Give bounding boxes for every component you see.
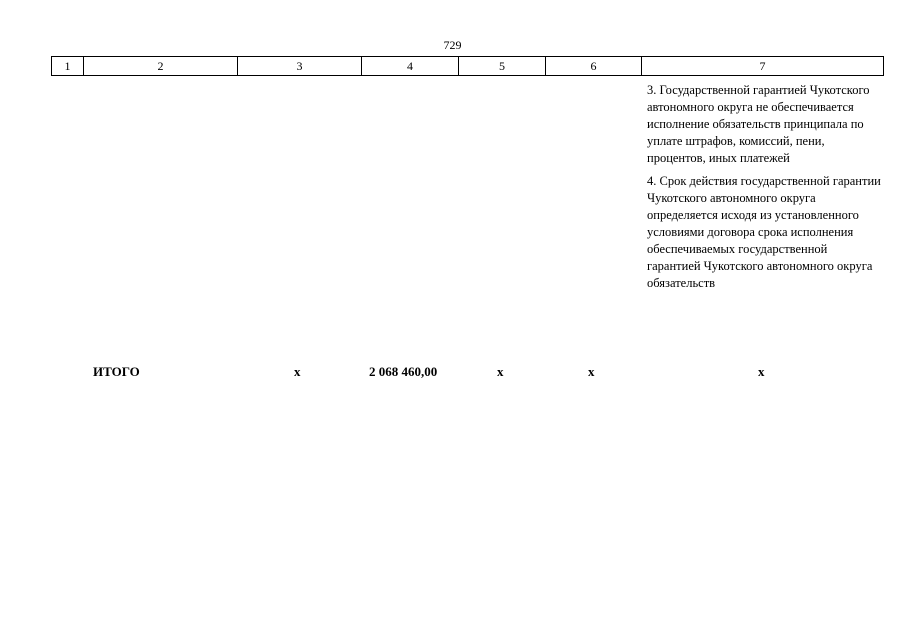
column-header-4: 4	[362, 57, 459, 75]
column-header-3: 3	[238, 57, 362, 75]
column-header-1: 1	[52, 57, 84, 75]
total-col7: х	[758, 364, 765, 379]
column-header-6: 6	[546, 57, 642, 75]
total-col3: х	[294, 364, 301, 379]
total-amount: 2 068 460,00	[369, 364, 438, 379]
column-header-7: 7	[759, 59, 766, 73]
total-label: ИТОГО	[93, 364, 140, 379]
table-header-row	[51, 56, 884, 76]
total-row	[51, 362, 884, 382]
total-col5: х	[497, 364, 504, 379]
total-col6: х	[588, 364, 595, 379]
note-3: 3. Государственной гарантией Чукотского автономного округа не обеспечивается исполнение обязательств принципала по уплате штрафов, комиссий, пени, процентов, иных платежей	[647, 83, 870, 165]
column-7-notes	[647, 82, 883, 298]
note-4: 4. Срок действия государственной гарантии Чукотского автономного округа определяется исходя из установленного условиями договора срока исполнения обеспечиваемых государственной гарантией Чукотского автономного округа обязательств	[647, 174, 881, 290]
column-header-5: 5	[459, 57, 546, 75]
page-number: 729	[443, 38, 462, 52]
column-header-2: 2	[84, 57, 238, 75]
